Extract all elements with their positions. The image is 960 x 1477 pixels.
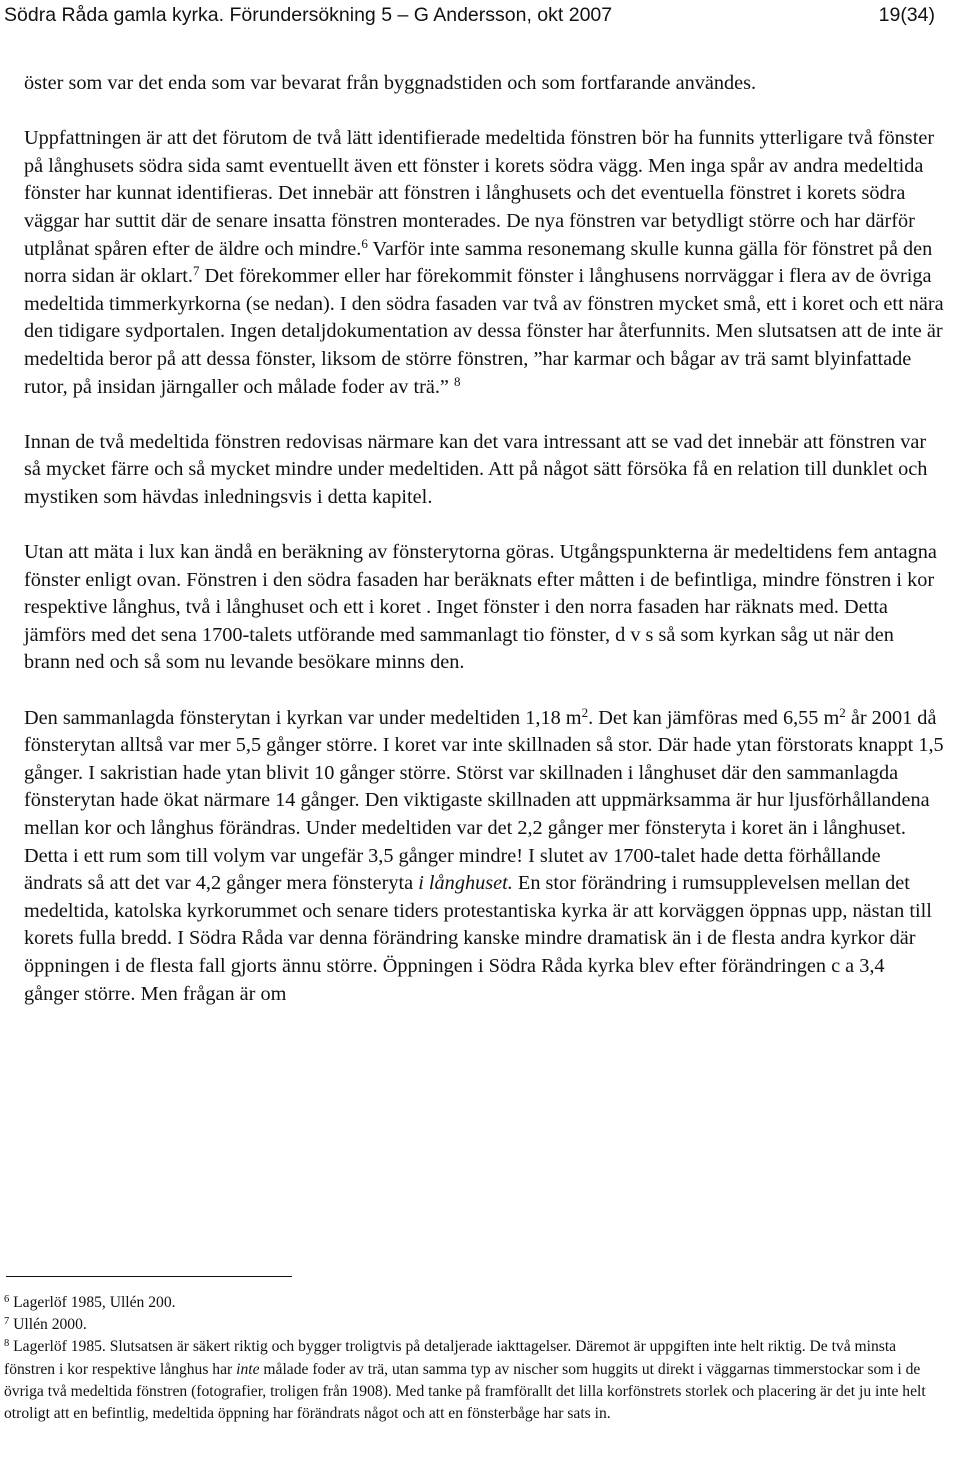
- paragraph-5-text-d: En stor förändring i rumsupplevelsen mellan det medeltida, katolska kyrkorummet och senare tiders protestantiska kyrka är att korväggen öppnas upp, nästan till korets fulla bredd. I Södra Råda var denna förändring kanske mindre dramatisk än i de flesta andra kyrkor där öppningen i de flesta fall gjorts ännu större. Öppningen i Södra Råda kyrka blev efter förändringen c a 3,4 gånger större. Men frågan är om: [24, 872, 932, 1005]
- paragraph-5-emphasis: i långhuset.: [418, 872, 513, 895]
- paragraph-5-text-b: . Det kan jämföras med 6,55 m: [588, 706, 840, 729]
- footnote-separator: [6, 1276, 292, 1277]
- footnote-8-emphasis: inte: [236, 1360, 260, 1378]
- paragraph-1: öster som var det enda som var bevarat från byggnadstiden och som fortfarande användes.: [24, 72, 757, 94]
- paragraph-2-text-a: Uppfattningen är att det förutom de två lätt identifierade medeltida fönstren bör ha funnits ytterligare två fönster på långhusets södra sida samt eventuellt även ett fönster i korets södra vägg. Men inga spår av andra medeltida fönster har kunnat identifieras. Det innebär att fönstren i långhusets och det eventuella fönstret i korets södra väggar har suttit där de senare insatta fönstren monterades. De nya fönstren var betydligt större och har därför utplånat spåren efter de äldre och mindre.: [24, 127, 935, 260]
- paragraph-2-text-b: Varför inte samma resonemang skulle kunna gälla för fönstret på den norra sidan är oklart.: [24, 237, 933, 288]
- paragraph-4: Utan att mäta i lux kan ändå en beräkning av fönsterytorna göras. Utgångspunkterna är medeltidens fem antagna fönster enligt ovan. Fönstren i den södra fasaden har beräknats efter måtten i de befintliga, mindre fönstren i kor respektive långhus, två i långhuset och ett i koret . Inget fönster i den norra fasaden har räknats med. Detta jämförs med det sena 1700-talets utförande med sammanlagt tio fönster, d v s så som kyrkan såg ut när den brann ned och så som nu levande besökare minns den.: [24, 541, 937, 674]
- body-text: [24, 70, 944, 1036]
- paragraph-2: [24, 125, 944, 401]
- footnote-8: [4, 1336, 944, 1425]
- footnote-6: [4, 1292, 944, 1314]
- paragraph-5: [24, 705, 944, 1009]
- footnote-8-number: 8: [4, 1338, 10, 1350]
- footnote-7-number: 7: [4, 1315, 10, 1327]
- footnote-8-text-a: Lagerlöf 1985. Slutsatsen är säkert riktig och bygger troligtvis på detaljerade iakttagelser. Däremot är uppgiften inte helt riktig. De två minsta fönstren i kor respektive långhus har: [4, 1338, 897, 1378]
- footnote-ref-8[interactable]: 8: [453, 373, 461, 389]
- page-number: 19(34): [878, 4, 935, 26]
- footnote-ref-6[interactable]: 6: [361, 235, 368, 251]
- paragraph-2-text-c: Det förekommer eller har förekommit fönster i långhusens norrväggar i flera av de övriga medeltida timmerkyrkorna (se nedan). I den södra fasaden var två av fönstren mycket små, ett i koret och ett nära den tidigare sydportalen. Ingen detaljdokumentation av dessa fönster har återfunnits. Men slutsatsen att de inte är medeltida beror på att dessa fönster, liksom de större fönstren, ”har karmar och bågar av trä samt blyinfattade rutor, på insidan järngaller och målade foder av trä.”: [24, 265, 944, 398]
- footnote-6-text: Lagerlöf 1985, Ullén 200.: [9, 1294, 176, 1311]
- paragraph-5-text-a: Den sammanlagda fönsterytan i kyrkan var under medeltiden 1,18 m: [24, 706, 582, 729]
- footnote-7-text: Ullén 2000.: [9, 1316, 87, 1334]
- footnote-6-number: 6: [4, 1293, 10, 1305]
- footnote-ref-7[interactable]: 7: [192, 263, 200, 279]
- paragraph-3: Innan de två medeltida fönstren redovisas närmare kan det vara intressant att se vad det innebär att fönstren var så mycket färre och så mycket mindre under medeltiden. Att på något sätt försöka få en relation till dunklet och mystiken som hävdas inledningsvis i detta kapitel.: [24, 430, 928, 508]
- footnote-7: [4, 1314, 944, 1336]
- footnotes: [4, 1292, 944, 1425]
- superscript-squared: 2: [581, 704, 589, 720]
- paragraph-5-text-c: år 2001 då fönsterytan alltså var mer 5,5 gånger större. I koret var inte skillnaden så stor. Där hade ytan förstorats knappt 1,5 gånger. I sakristian hade ytan blivit 10 gånger större. Störst var skillnaden i långhuset där den sammanlagda fönsterytan hade ökat närmare 14 gånger. Den viktigaste skillnaden att uppmärksamma är hur ljusförhållandena mellan kor och långhus förändras. Under medeltiden var det 2,2 gånger mer fönsteryta i koret än i långhuset. Detta i ett rum som till volym var ungefär 3,5 gånger mindre! I slutet av 1700-talet hade detta förhållande ändrats så att det var 4,2 gånger mera fönsteryta: [24, 706, 944, 895]
- footnote-8-text-b: målade foder av trä, utan samma typ av nischer som huggits ut direkt i väggarnas timmerstockar som i de övriga två medeltida fönstren (fotografier, troligen från 1908). Med tanke på framförallt det lilla korfönstrets storlek och placering är det ju inte helt otroligt att en befintlig, medeltida öppning har förändrats något och att en fönsterbåge har sats in.: [4, 1360, 926, 1423]
- header-title: Södra Råda gamla kyrka. Förundersökning 5 – G Andersson, okt 2007: [4, 4, 613, 26]
- superscript-squared: 2: [839, 704, 846, 720]
